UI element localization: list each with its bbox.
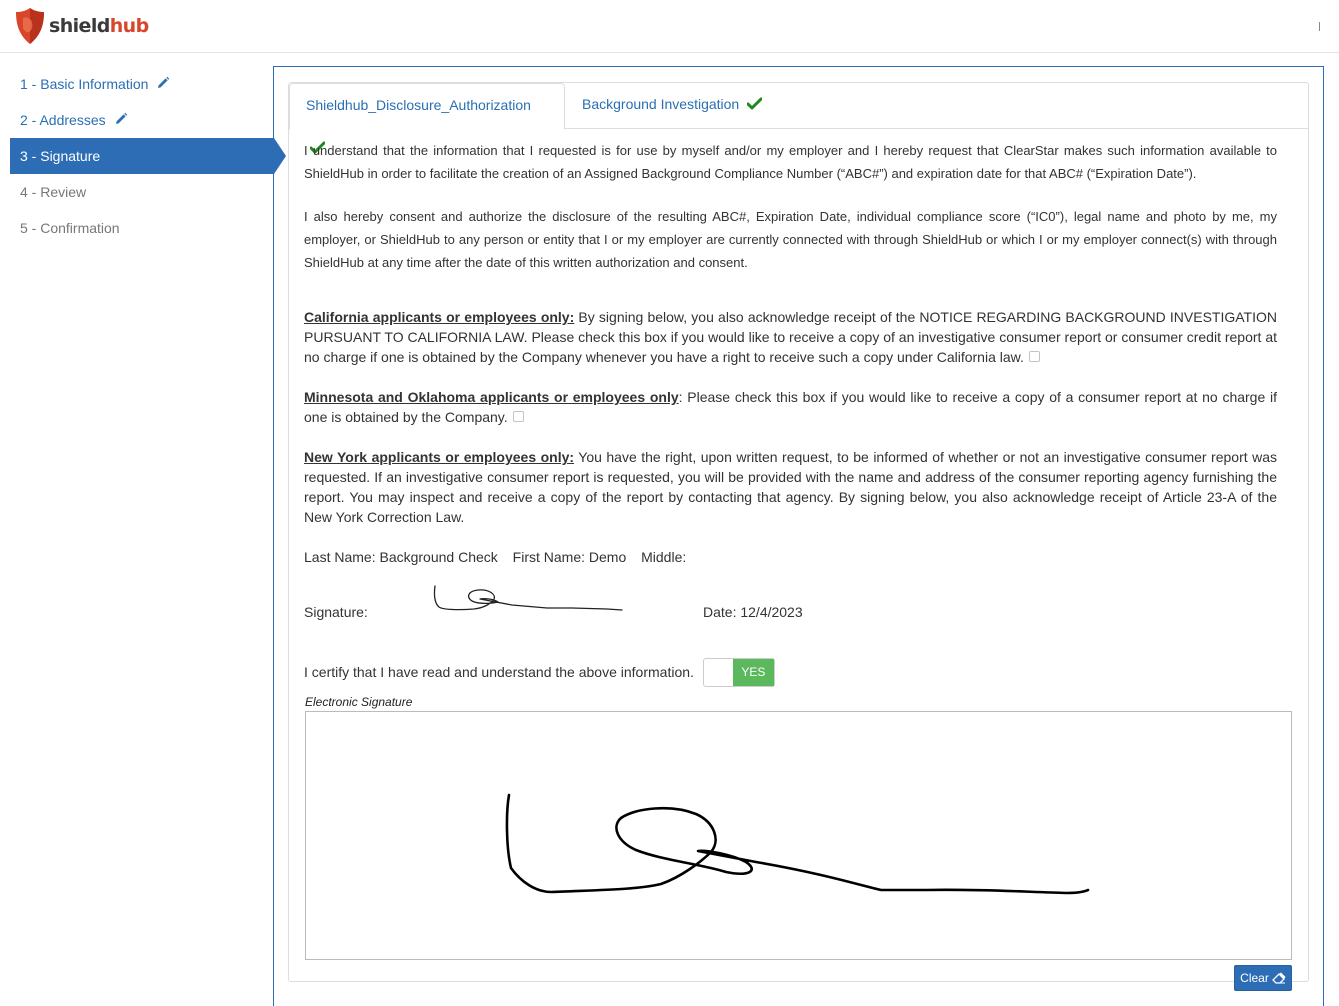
step-addresses[interactable] (0, 102, 286, 138)
document-card (288, 82, 1309, 985)
top-bar (0, 0, 1339, 53)
consent-paragraph-1: I understand that the information that I requested is for use by myself and/or my employer and I hereby request that ClearStar makes such information available to ShieldHub in order to facilitate the creation of an Assigned Background Compliance Number (“ABC#”) and expiration date for that ABC# (“Expiration Date”). (304, 143, 1277, 181)
document-scroll-area[interactable] (304, 143, 1294, 655)
signature-label: Signature: (304, 604, 368, 620)
last-name: Last Name: Background Check (304, 549, 498, 565)
toggle-yes-state: YES (733, 659, 774, 686)
california-notice (304, 307, 1277, 367)
step-confirmation[interactable] (0, 210, 286, 246)
tab-background-investigation[interactable] (566, 83, 778, 130)
document-content (304, 143, 1277, 639)
electronic-signature-label: Electronic Signature (305, 695, 413, 709)
tab-disclosure-authorization[interactable] (289, 83, 565, 130)
main-panel (273, 66, 1324, 1006)
pencil-icon (114, 112, 128, 126)
new-york-heading: New York applicants or employees only: (304, 449, 575, 465)
first-name: First Name: Demo (512, 549, 627, 565)
certify-toggle[interactable] (703, 658, 775, 687)
consent-paragraph-2: I also hereby consent and authorize the disclosure of the resulting ABC#, Expiration Date, individual compliance score (“IC0”), legal name and photo by me, my employer, or ShieldHub to any person or entity that I or my employer are currently connected with through ShieldHub or which I or my employer connect(s) with through ShieldHub at any time after the date of this written authorization and consent. (304, 209, 1277, 270)
new-york-notice (304, 447, 1277, 527)
certify-text: I certify that I have read and understand the above information. (304, 664, 694, 680)
minnesota-text: : Please check this box if you would like to receive a copy of a consumer report at no charge if one is obtained by the Company. (304, 389, 1277, 425)
certify-row (304, 657, 775, 687)
document-tabs (289, 83, 1308, 129)
brand-logo[interactable] (14, 6, 149, 46)
pencil-icon (156, 76, 170, 90)
step-label: 4 - Review (20, 184, 87, 200)
minnesota-notice (304, 387, 1277, 427)
step-sidebar (0, 66, 286, 246)
step-label: 5 - Confirmation (20, 220, 120, 236)
step-label: 2 - Addresses (20, 112, 106, 128)
brand-name: shieldhub (49, 15, 149, 37)
middle-name: Middle: (641, 549, 687, 565)
step-label: 1 - Basic Information (20, 76, 149, 92)
step-review[interactable] (0, 174, 286, 210)
clear-signature-button[interactable] (1234, 965, 1292, 991)
california-copy-checkbox[interactable] (1029, 351, 1040, 362)
topbar-divider (1319, 22, 1320, 31)
step-label: 3 - Signature (20, 148, 101, 164)
signature-date: Date: 12/4/2023 (703, 604, 803, 620)
check-icon (747, 97, 762, 110)
shield-logo-icon (14, 6, 46, 46)
california-heading: California applicants or employees only: (304, 309, 575, 325)
tab-label: Shieldhub_Disclosure_Authorization (306, 97, 531, 113)
step-basic-information[interactable] (0, 66, 286, 102)
minnesota-copy-checkbox[interactable] (513, 411, 524, 422)
tab-label: Background Investigation (582, 96, 740, 112)
signature-drawing (306, 712, 1291, 959)
california-text: By signing below, you also acknowledge receipt of the NOTICE REGARDING BACKGROUND INVESTIGATION PURSUANT TO CALIFORNIA LAW. Please check this box if you would like to receive a copy of an investigative consumer report or consumer credit report at no charge if one is obtained by the Company whenever you have a right to receive such a copy under California law. (304, 309, 1277, 365)
new-york-text: You have the right, upon written request, to be informed of whether or not an investigative consumer report was requested. If an investigative consumer report is requested, you will be provided with the name and address of the consumer reporting agency furnishing the report. You may inspect and receive a copy of the report by contacting that agency. By signing below, you also acknowledge receipt of Article 23-A of the New York Correction Law. (304, 449, 1277, 525)
signature-row (304, 567, 1277, 639)
applicant-name-row (304, 547, 1277, 567)
step-signature[interactable] (10, 138, 274, 174)
eraser-icon (1272, 972, 1286, 984)
clear-button-label: Clear (1240, 971, 1269, 985)
minnesota-heading: Minnesota and Oklahoma applicants or employees only (304, 389, 679, 405)
signature-preview-image (432, 583, 628, 623)
signature-pad[interactable] (305, 711, 1292, 960)
